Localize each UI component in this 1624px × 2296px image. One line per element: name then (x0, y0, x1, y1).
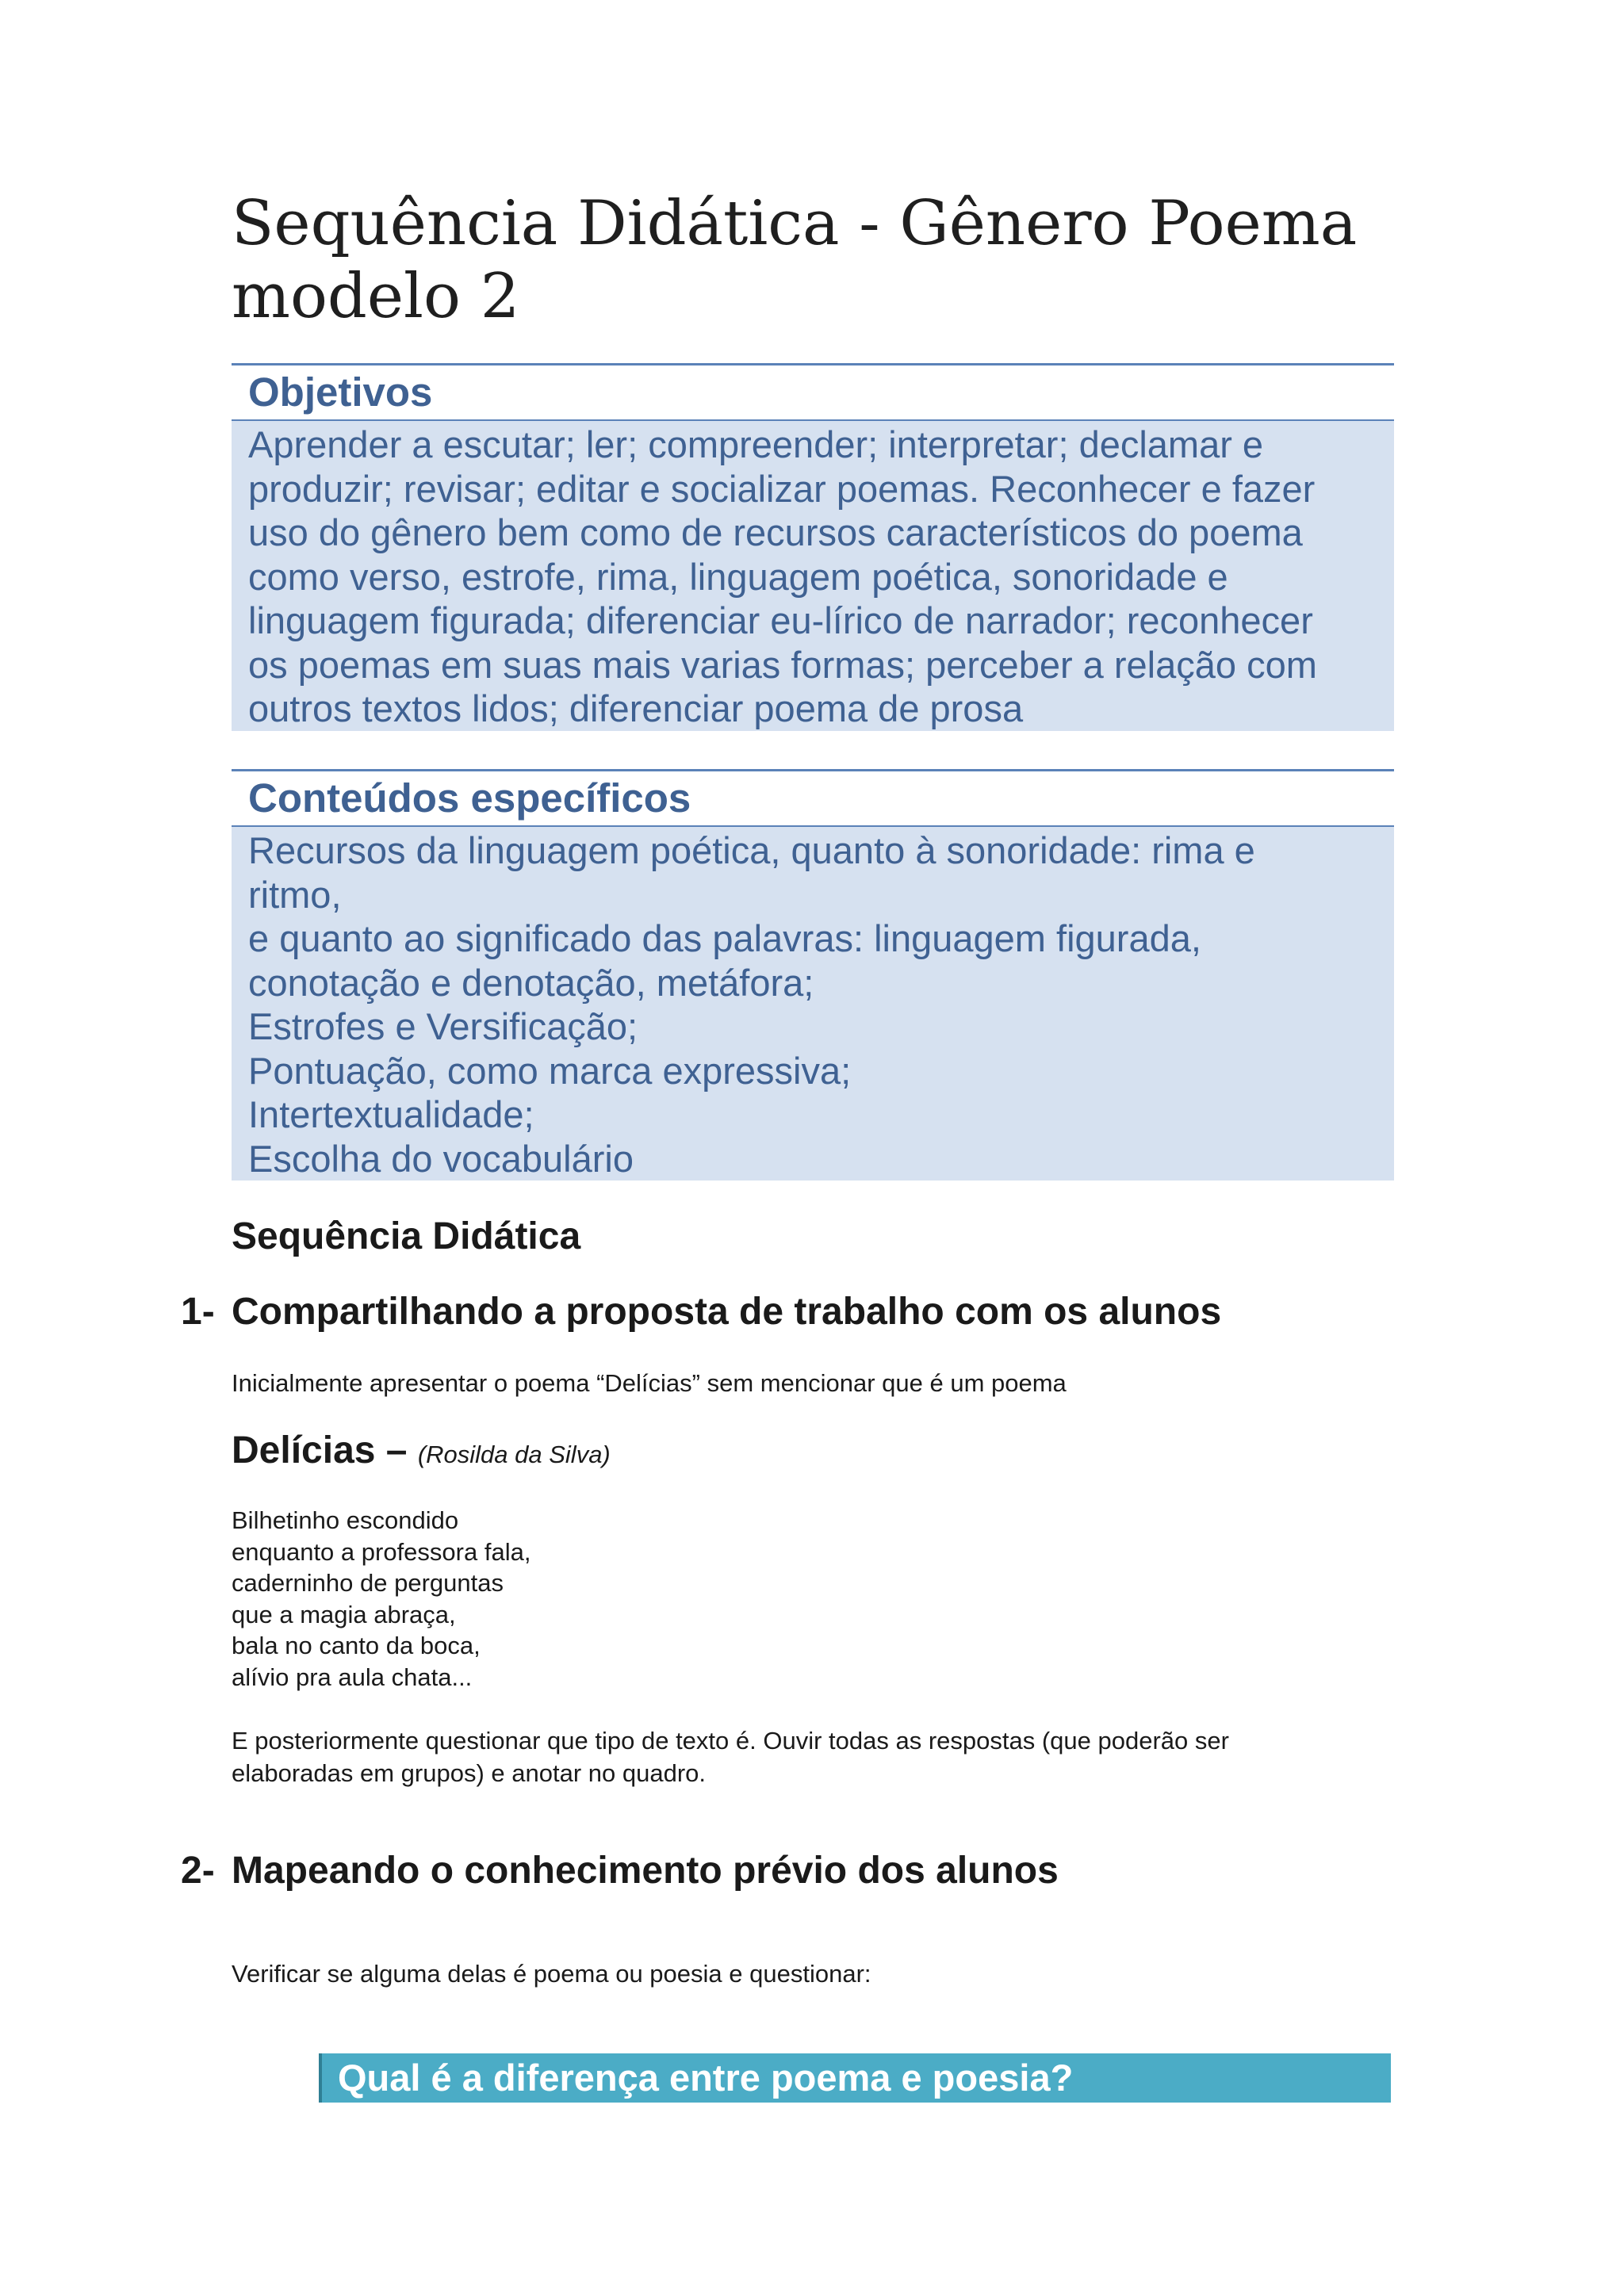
conteudos-line: ritmo, (248, 873, 342, 916)
conteudos-body (232, 827, 1394, 1181)
document-title-line-2: modelo 2 (232, 261, 520, 332)
conteudos-line: Pontuação, como marca expressiva; (248, 1049, 852, 1092)
step-2-intro: Verificar se alguma delas é poema ou poesia e questionar: (232, 1960, 871, 1988)
objetivos-line: produzir; revisar; editar e socializar poemas. Reconhecer e fazer (248, 467, 1316, 510)
objetivos-line: os poemas em suas mais varias formas; perceber a relação com (248, 643, 1317, 686)
objetivos-box (232, 363, 1394, 731)
poem-author: (Rosilda da Silva) (417, 1441, 611, 1468)
conteudos-heading: Conteúdos específicos (232, 771, 1394, 827)
objetivos-line: Aprender a escutar; ler; compreender; interpretar; declamar e (248, 423, 1264, 465)
after-poem-line-2: elaboradas em grupos) e anotar no quadro. (232, 1759, 707, 1787)
step-2-heading (181, 1849, 1059, 1892)
after-poem-paragraph (232, 1724, 1350, 1789)
sequencia-heading: Sequência Didática (232, 1215, 581, 1257)
poem-line: caderninho de perguntas (232, 1569, 504, 1597)
conteudos-box (232, 769, 1394, 1181)
step-1-title: Compartilhando a proposta de trabalho com os alunos (232, 1291, 1222, 1333)
conteudos-line: conotação e denotação, metáfora; (248, 961, 814, 1004)
step-2-number: 2- (181, 1850, 215, 1892)
objetivos-body (232, 421, 1394, 731)
conteudos-line: Estrofes e Versificação; (248, 1005, 638, 1047)
document-title (232, 187, 1421, 333)
poem-body (232, 1505, 530, 1693)
poem-line: que a magia abraça, (232, 1600, 456, 1628)
poem-line: alívio pra aula chata... (232, 1663, 473, 1691)
step-2-title: Mapeando o conhecimento prévio dos alunos (232, 1850, 1059, 1892)
objetivos-line: outros textos lidos; diferenciar poema de prosa (248, 687, 1024, 729)
question-banner: Qual é a diferença entre poema e poesia? (319, 2053, 1391, 2103)
step-1-number: 1- (181, 1291, 215, 1333)
objetivos-heading: Objetivos (232, 365, 1394, 421)
conteudos-line: Escolha do vocabulário (248, 1137, 634, 1180)
conteudos-line: Recursos da linguagem poética, quanto à sonoridade: rima e (248, 829, 1255, 871)
document-title-line-1: Sequência Didática - Gênero Poema (232, 188, 1358, 259)
step-1-intro: Inicialmente apresentar o poema “Delícias” sem mencionar que é um poema (232, 1369, 1067, 1397)
objetivos-line: linguagem figurada; diferenciar eu-lírico de narrador; reconhecer (248, 599, 1313, 641)
poem-line: Bilhetinho escondido (232, 1506, 459, 1534)
after-poem-line-1: E posteriormente questionar que tipo de texto é. Ouvir todas as respostas (que poderão ser (232, 1727, 1229, 1755)
conteudos-line: Intertextualidade; (248, 1093, 534, 1135)
poem-title (232, 1429, 611, 1472)
objetivos-line: uso do gênero bem como de recursos característicos do poema (248, 511, 1303, 553)
step-1-heading (181, 1290, 1221, 1334)
poem-line: bala no canto da boca, (232, 1632, 481, 1659)
poem-title-text: Delícias – (232, 1429, 408, 1471)
poem-line: enquanto a professora fala, (232, 1537, 531, 1566)
conteudos-line: e quanto ao significado das palavras: linguagem figurada, (248, 917, 1201, 959)
objetivos-line: como verso, estrofe, rima, linguagem poética, sonoridade e (248, 555, 1228, 598)
